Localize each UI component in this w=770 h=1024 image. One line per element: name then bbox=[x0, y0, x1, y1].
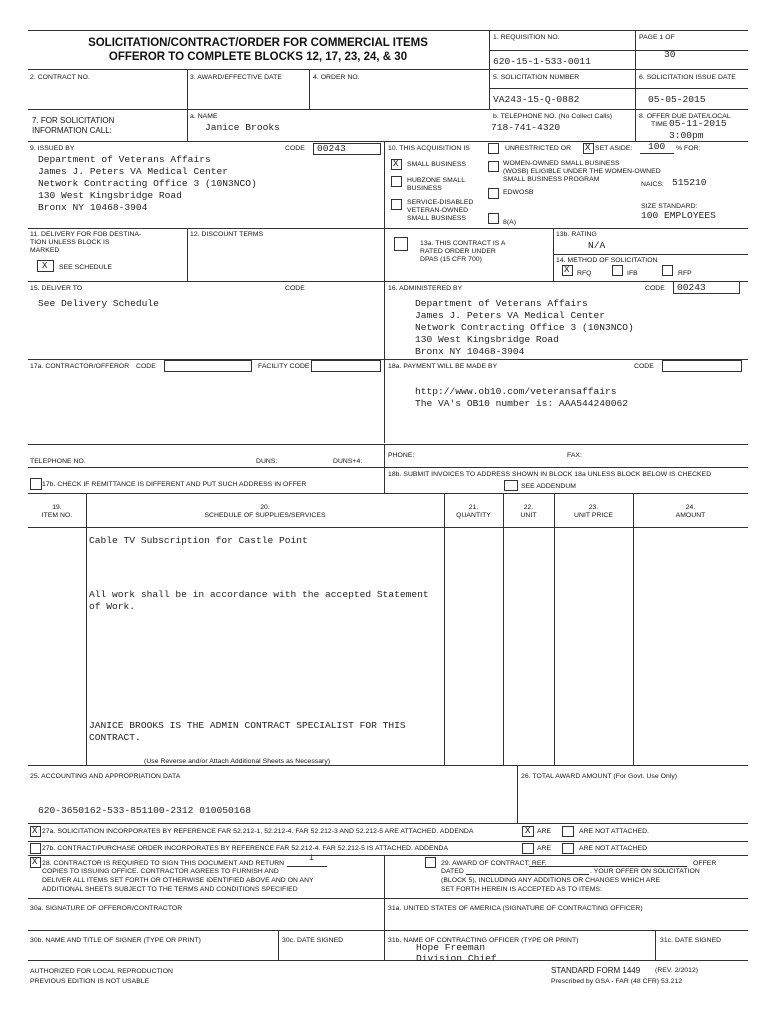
officer-date-label: 31c. DATE SIGNED bbox=[660, 937, 722, 944]
clause-28-line3: DELIVER ALL ITEMS SET FORTH OR OTHERWISE IDENTIFIED ABOVE AND ON ANY bbox=[42, 877, 314, 884]
item-no-header bbox=[28, 504, 86, 520]
wosb-checkbox[interactable] bbox=[488, 161, 499, 172]
offer-time-label: TIME bbox=[651, 121, 668, 128]
rated-order-label bbox=[420, 240, 506, 264]
small-business-label: SMALL BUSINESS bbox=[407, 161, 466, 168]
unrestricted-checkbox[interactable] bbox=[488, 143, 499, 154]
rating-value[interactable]: N/A bbox=[588, 240, 606, 251]
rfq-check-mark: X bbox=[564, 265, 570, 275]
administered-by-line: Department of Veterans Affairs bbox=[415, 298, 588, 309]
clause-28-line2: COPIES TO ISSUING OFFICE. CONTRACTOR AGREES TO FURNISH AND bbox=[42, 868, 279, 875]
issued-by-line: Bronx NY 10468-3904 bbox=[38, 202, 148, 213]
payment-address bbox=[415, 386, 628, 410]
delivery-fob-line1: 11. DELIVERY FOR FOB DESTINA- bbox=[30, 231, 142, 238]
clause-28-line4: ADDITIONAL SHEETS SUBJECT TO THE TERMS AND CONDITIONS SPECIFIED bbox=[42, 886, 298, 893]
amount-header bbox=[633, 504, 748, 520]
rfq-checkbox[interactable] bbox=[562, 265, 573, 276]
solicitation-info-label-line1: 7. FOR SOLICITATION bbox=[32, 116, 115, 125]
sdvosb-label-line1: SERVICE-DISABLED bbox=[407, 199, 474, 206]
solicitation-number-value[interactable]: VA243-15-Q-0882 bbox=[493, 94, 580, 105]
set-aside-percent-underline bbox=[640, 153, 674, 154]
clause-27a-are-label: ARE bbox=[537, 828, 552, 835]
size-standard-label: SIZE STANDARD: bbox=[641, 203, 698, 210]
delivery-fob-line3: MARKED bbox=[30, 247, 60, 254]
sdvosb-label-line3: SMALL BUSINESS bbox=[407, 215, 466, 222]
rfp-checkbox[interactable] bbox=[662, 265, 673, 276]
unrestricted-label: UNRESTRICTED OR bbox=[505, 145, 572, 152]
clause-27b-are-checkbox[interactable] bbox=[522, 843, 534, 854]
clause-27a-are-check-mark: X bbox=[525, 826, 531, 836]
contact-phone-label: b. TELEPHONE NO. (No Collect Calls) bbox=[493, 113, 613, 120]
clause-27b-text: 27b. CONTRACT/PURCHASE ORDER INCORPORATES BY REFERENCE FAR 52.212-4. FAR 52.212-5 IS ATTACHED. ADDENDA bbox=[42, 845, 449, 852]
issued-by-line: Network Contracting Office 3 (10N3NCO) bbox=[38, 178, 257, 189]
solicitation-info-label-line2: INFORMATION CALL: bbox=[32, 126, 112, 135]
wosb-label-line1: WOMEN-OWNED SMALL BUSINESS bbox=[503, 160, 620, 167]
schedule-header bbox=[86, 504, 444, 520]
duns4-label: DUNS+4: bbox=[333, 458, 363, 465]
naics-value[interactable]: 515210 bbox=[672, 177, 707, 188]
issued-by-code-box[interactable] bbox=[313, 143, 381, 155]
duns-label: DUNS: bbox=[256, 458, 278, 465]
deliver-to-code-label: CODE bbox=[285, 285, 305, 292]
solicitation-info-label bbox=[32, 116, 114, 136]
contractor-label: 17a. CONTRACTOR/OFFEROR bbox=[30, 363, 130, 370]
page-label: PAGE 1 OF bbox=[639, 34, 675, 41]
see-schedule-checkbox[interactable] bbox=[37, 260, 54, 272]
award-date-label: 3. AWARD/EFFECTIVE DATE bbox=[190, 74, 282, 81]
signature-officer-label: 31a. UNITED STATES OF AMERICA (SIGNATURE OF CONTRACTING OFFICER) bbox=[388, 905, 643, 912]
administered-by-line: James J. Peters VA Medical Center bbox=[415, 310, 605, 321]
clause-29-line1: 29. AWARD OF CONTRACT: REF. bbox=[441, 860, 547, 867]
offer-due-date[interactable]: 05-11-2015 bbox=[669, 118, 727, 129]
clause-29-dated-underline bbox=[466, 874, 589, 875]
administered-by-line: Bronx NY 10468-3904 bbox=[415, 346, 525, 357]
footer-form-number: STANDARD FORM 1449 bbox=[551, 966, 641, 975]
schedule-header-num: 20. bbox=[260, 504, 270, 511]
set-aside-check-mark: X bbox=[585, 143, 591, 153]
officer-name-value[interactable]: Hope Freeman bbox=[416, 942, 486, 953]
see-addendum-label: SEE ADDENDUM bbox=[521, 483, 576, 490]
administered-by-code-box[interactable] bbox=[673, 281, 740, 294]
clause-27b-are-not-label: ARE NOT ATTACHED bbox=[579, 845, 648, 852]
quantity-header bbox=[444, 504, 503, 520]
issued-by-line: 130 West Kingsbridge Road bbox=[38, 190, 182, 201]
administered-by-line: 130 West Kingsbridge Road bbox=[415, 334, 559, 345]
payment-code-box[interactable] bbox=[662, 360, 742, 372]
schedule-description-title: Cable TV Subscription for Castle Point bbox=[89, 535, 308, 546]
deliver-to-label: 15. DELIVER TO bbox=[30, 285, 83, 292]
clause-29-line3: (BLOCK 5), INCLUDING ANY ADDITIONS OR CHANGES WHICH ARE bbox=[441, 877, 661, 884]
schedule-description-contact: JANICE BROOKS IS THE ADMIN CONTRACT SPECIALIST FOR THIS CONTRACT. bbox=[89, 720, 406, 743]
unit-price-header-text: UNIT PRICE bbox=[574, 512, 613, 519]
rated-order-line3: DPAS (15 CFR 700) bbox=[420, 256, 482, 263]
offer-due-time[interactable]: 3:00pm bbox=[669, 130, 704, 141]
payment-fax-label: FAX: bbox=[567, 452, 582, 459]
page-count: 30 bbox=[664, 49, 676, 60]
quantity-header-num: 21. bbox=[468, 504, 479, 511]
clause-27a-are-checkbox[interactable] bbox=[522, 826, 534, 837]
accounting-value[interactable]: 620-3650162-533-851100-2312 010050168 bbox=[38, 805, 252, 816]
administered-by-code-label: CODE bbox=[645, 285, 665, 292]
wosb-label-line3: SMALL BUSINESS PROGRAM bbox=[503, 176, 600, 183]
payment-ob10-number: The VA's OB10 number is: AAA544240062 bbox=[415, 398, 629, 409]
total-award-label: 26. TOTAL AWARD AMOUNT (For Govt. Use Only) bbox=[521, 773, 678, 780]
contract-no-label: 2. CONTRACT NO. bbox=[30, 74, 90, 81]
administered-by-line: Network Contracting Office 3 (10N3NCO) bbox=[415, 322, 634, 333]
clause-27a-checkbox[interactable] bbox=[30, 826, 41, 837]
form-title-line1: SOLICITATION/CONTRACT/ORDER FOR COMMERCIAL ITEMS bbox=[88, 37, 428, 49]
rated-order-line2: RATED ORDER UNDER bbox=[420, 248, 496, 255]
set-aside-checkbox[interactable] bbox=[583, 143, 594, 154]
discount-terms-label: 12. DISCOUNT TERMS bbox=[190, 231, 264, 238]
edwosb-label: EDWOSB bbox=[503, 189, 534, 196]
delivery-fob-line2: TION UNLESS BLOCK IS bbox=[30, 239, 110, 246]
requisition-label: 1. REQUISITION NO. bbox=[493, 34, 560, 41]
small-business-check-mark: X bbox=[393, 159, 399, 169]
signer-date-label: 30c. DATE SIGNED bbox=[282, 937, 344, 944]
signer-name-label: 30b. NAME AND TITLE OF SIGNER (TYPE OR PRINT) bbox=[30, 937, 201, 944]
administered-by-address bbox=[415, 298, 634, 358]
clause-29-offer: OFFER bbox=[693, 860, 717, 867]
wosb-label-line2: (WOSB) ELIGIBLE UNDER THE WOMEN-OWNED bbox=[503, 168, 661, 175]
set-aside-label: SET ASIDE: bbox=[595, 145, 633, 152]
clause-27b-are-label: ARE bbox=[537, 845, 552, 852]
payment-url[interactable]: http://www.ob10.com/veteransaffairs bbox=[415, 386, 617, 397]
form-title-line2: OFFEROR TO COMPLETE BLOCKS 12, 17, 23, 24, & 30 bbox=[108, 51, 408, 63]
form-title bbox=[28, 36, 488, 64]
amount-header-text: AMOUNT bbox=[675, 512, 706, 519]
eight-a-checkbox[interactable] bbox=[488, 213, 499, 224]
unit-header-num: 22. bbox=[523, 504, 534, 511]
sdvosb-label-line2: VETERAN-OWNED bbox=[407, 207, 469, 214]
clause-28-check-mark: X bbox=[32, 857, 38, 867]
rating-label: 13b. RATING bbox=[556, 231, 597, 238]
ifb-label: IFB bbox=[627, 270, 638, 277]
clause-29-checkbox[interactable] bbox=[425, 857, 436, 868]
unit-header-text: UNIT bbox=[520, 512, 537, 519]
small-business-checkbox[interactable] bbox=[391, 159, 402, 170]
issued-by-line: James J. Peters VA Medical Center bbox=[38, 166, 228, 177]
footer-prescribed: Prescribed by GSA - FAR (48 CFR) 53.212 bbox=[551, 978, 683, 985]
submit-invoices-label: 18b. SUBMIT INVOICES TO ADDRESS SHOWN IN BLOCK 18a UNLESS BLOCK BELOW IS CHECKED bbox=[388, 471, 712, 478]
amount-header-num: 24. bbox=[685, 504, 696, 511]
quantity-header-text: QUANTITY bbox=[456, 512, 491, 519]
clause-29-dated: DATED bbox=[441, 868, 464, 875]
set-aside-percent-value[interactable]: 100 bbox=[648, 141, 666, 152]
sdvosb-label bbox=[407, 199, 473, 223]
naics-label: NAICS: bbox=[641, 181, 664, 188]
clause-27a-are-not-label: ARE NOT ATTACHED. bbox=[579, 828, 649, 835]
offer-due-label: 8. OFFER DUE DATE/LOCAL bbox=[639, 113, 731, 120]
officer-title-value[interactable]: Division Chief bbox=[416, 953, 497, 964]
officer-name-label: 31b. NAME OF CONTRACTING OFFICER (TYPE OR PRINT) bbox=[388, 937, 579, 944]
administered-by-code-value: 00243 bbox=[677, 282, 706, 293]
issued-by-line: Department of Veterans Affairs bbox=[38, 154, 211, 165]
rated-order-checkbox[interactable] bbox=[394, 237, 408, 251]
facility-code-label: FACILITY CODE bbox=[258, 363, 310, 370]
edwosb-checkbox[interactable] bbox=[488, 188, 499, 199]
contact-name-label: a. NAME bbox=[190, 113, 218, 120]
ifb-checkbox[interactable] bbox=[612, 265, 623, 276]
remittance-checkbox[interactable] bbox=[30, 478, 42, 490]
see-schedule-check-mark: X bbox=[42, 261, 48, 271]
order-no-label: 4. ORDER NO. bbox=[313, 74, 360, 81]
unit-price-header-num: 23. bbox=[588, 504, 599, 511]
deliver-to-value[interactable]: See Delivery Schedule bbox=[38, 298, 159, 309]
solicitation-date-label: 6. SOLICITATION ISSUE DATE bbox=[639, 74, 736, 81]
schedule-description-sow: All work shall be in accordance with the accepted Statement of Work. bbox=[89, 589, 429, 612]
clause-27a-text: 27a. SOLICITATION INCORPORATES BY REFERENCE FAR 52.212-1, 52.212-4. FAR 52.212-3 AND 52.212-5 ARE ATTACHED. ADDENDA bbox=[42, 828, 474, 835]
item-no-header-num: 19. bbox=[52, 504, 62, 511]
clause-29-ref-underline bbox=[529, 866, 687, 867]
contact-name-value[interactable]: Janice Brooks bbox=[205, 122, 280, 133]
payment-phone-label: PHONE: bbox=[388, 452, 415, 459]
rfq-label: RFQ bbox=[577, 270, 592, 277]
clause-27a-are-not-checkbox[interactable] bbox=[562, 826, 574, 837]
clause-29-your-offer: . YOUR OFFER ON SOLICITATION bbox=[590, 868, 700, 875]
clause-28-checkbox[interactable] bbox=[30, 857, 41, 868]
clause-27b-checkbox[interactable] bbox=[30, 843, 41, 854]
sdvosb-checkbox[interactable] bbox=[391, 199, 402, 210]
size-standard-value[interactable]: 100 EMPLOYEES bbox=[641, 210, 716, 221]
unit-header bbox=[503, 504, 554, 520]
clause-29-line4: SET FORTH HEREIN IS ACCEPTED AS TO ITEMS: bbox=[441, 886, 602, 893]
requisition-value[interactable]: 620-15-1-533-0011 bbox=[493, 56, 591, 67]
item-no-header-text: ITEM NO. bbox=[41, 512, 73, 519]
clause-27a-check-mark: X bbox=[32, 826, 38, 836]
solicitation-number-label: 5. SOLICITATION NUMBER bbox=[493, 74, 580, 81]
schedule-header-text: SCHEDULE OF SUPPLIES/SERVICES bbox=[204, 512, 326, 519]
see-addendum-checkbox[interactable] bbox=[504, 480, 518, 491]
clause-27b-are-not-checkbox[interactable] bbox=[562, 843, 574, 854]
clause-28-copies-underline bbox=[287, 866, 327, 867]
administered-by-label: 16. ADMINISTERED BY bbox=[388, 285, 463, 292]
issued-by-code-value: 00243 bbox=[317, 143, 346, 154]
clause-28-line1: 28. CONTRACTOR IS REQUIRED TO SIGN THIS DOCUMENT AND RETURN bbox=[42, 860, 285, 867]
set-aside-percent-for: % FOR: bbox=[676, 145, 701, 152]
rfp-label: RFP bbox=[678, 270, 692, 277]
hubzone-label-line2: BUSINESS bbox=[407, 185, 442, 192]
solicitation-date-value[interactable]: 05-05-2015 bbox=[648, 94, 706, 105]
hubzone-label bbox=[407, 177, 465, 193]
issued-by-address bbox=[38, 154, 257, 214]
wosb-label bbox=[503, 160, 661, 184]
eight-a-label: 8(A) bbox=[503, 219, 517, 226]
facility-code-box[interactable] bbox=[311, 360, 381, 372]
issued-by-label: 9. ISSUED BY bbox=[30, 145, 75, 152]
footer-revision: (REV. 2/2012) bbox=[655, 967, 699, 974]
hubzone-checkbox[interactable] bbox=[391, 176, 402, 187]
remittance-label: 17b. CHECK IF REMITTANCE IS DIFFERENT AND PUT SUCH ADDRESS IN OFFER bbox=[42, 481, 307, 488]
contractor-telephone-label: TELEPHONE NO. bbox=[30, 458, 86, 465]
hubzone-label-line1: HUBZONE SMALL bbox=[407, 177, 466, 184]
method-label: 14. METHOD OF SOLICITATION bbox=[556, 257, 658, 264]
acquisition-label: 10. THIS ACQUISITION IS bbox=[388, 145, 470, 152]
rated-order-line1: 13a. THIS CONTRACT IS A bbox=[420, 240, 506, 247]
see-schedule-label: SEE SCHEDULE bbox=[59, 264, 113, 271]
footer-reproduction: AUTHORIZED FOR LOCAL REPRODUCTION bbox=[30, 968, 174, 975]
footer-previous-edition: PREVIOUS EDITION IS NOT USABLE bbox=[30, 978, 150, 985]
payment-code-label: CODE bbox=[634, 363, 654, 370]
clause-28-copies[interactable]: 1 bbox=[309, 854, 314, 863]
payment-label: 18a. PAYMENT WILL BE MADE BY bbox=[388, 363, 498, 370]
signature-offeror-label: 30a. SIGNATURE OF OFFEROR/CONTRACTOR bbox=[30, 905, 183, 912]
additional-sheets-note: (Use Reverse and/or Attach Additional Sheets as Necessary) bbox=[144, 758, 331, 765]
delivery-fob-label bbox=[30, 231, 141, 255]
issued-by-code-label: CODE bbox=[285, 145, 305, 152]
contractor-code-box[interactable] bbox=[164, 360, 252, 372]
accounting-label: 25. ACCOUNTING AND APPROPRIATION DATA bbox=[30, 773, 181, 780]
contractor-code-label: CODE bbox=[136, 363, 156, 370]
contact-phone-value[interactable]: 718-741-4320 bbox=[491, 122, 561, 133]
unit-price-header bbox=[554, 504, 633, 520]
